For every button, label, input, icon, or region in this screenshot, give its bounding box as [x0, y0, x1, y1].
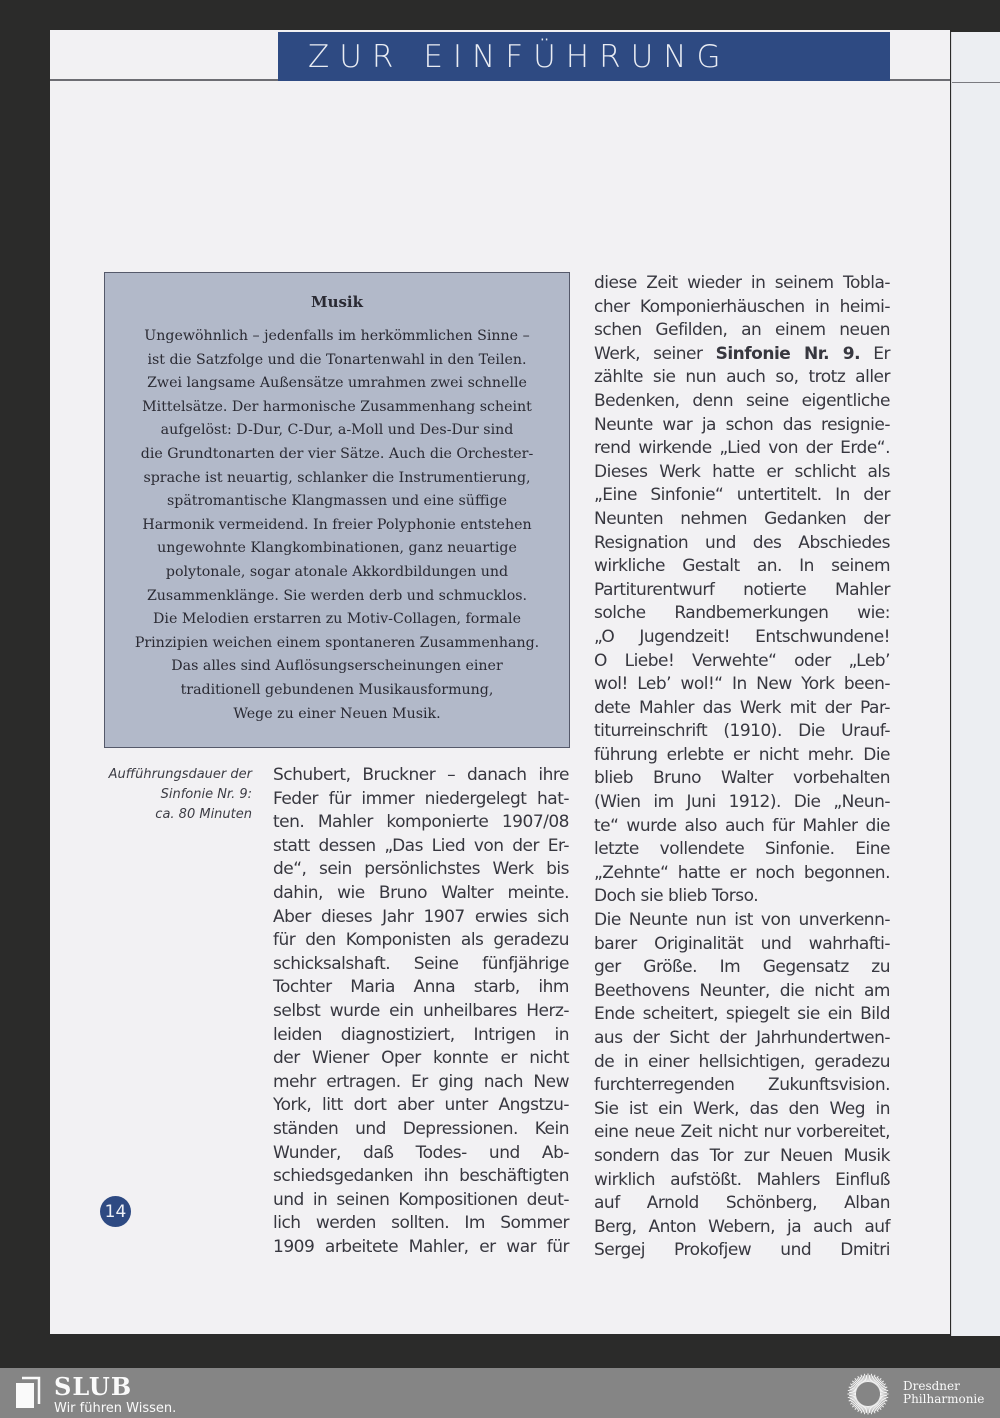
text-line: ten. Mahler komponierte 1907/08 [273, 812, 569, 833]
text-line: Schubert, Bruckner – danach ihre [273, 765, 569, 785]
text-line: 1909 arbeitete Mahler, er war für [273, 1236, 569, 1257]
text-line: schicksalshaft. Seine fünfjährige [273, 953, 569, 974]
text-line: Bedenken, denn seine eigentliche [594, 390, 890, 411]
page-number-badge [100, 1196, 131, 1227]
text-span: Er [860, 343, 890, 364]
text-line: polytonale, sogar atonale Akkordbildungen und [165, 563, 509, 580]
text-line: ständen und Depressionen. Kein [273, 1118, 569, 1139]
text-line: „Zehnte“ hatte er noch begonnen. [594, 862, 890, 883]
text-line: Zwei langsame Außensätze umrahmen zwei schnelle [147, 375, 527, 392]
text-line: Prinzipien weichen einem spontaneren Zusammenhang. [134, 634, 540, 651]
text-line: Harmonik vermeidend. In freier Polyphonie entstehen [142, 516, 532, 533]
text-line: Sie ist ein Werk, das den Weg in [594, 1098, 890, 1119]
text-line [594, 343, 890, 367]
text-line: Sergej Prokofjew und Dmitri [594, 1240, 890, 1261]
page-number: 14 [104, 1201, 127, 1222]
text-line: Neunten nehmen Gedanken der [594, 508, 890, 529]
text-line: de“, sein persönlichstes Werk bis [273, 859, 569, 880]
text-line: ungewohnte Klangkombinationen, ganz neuartige [157, 540, 517, 557]
text-line: Mittelsätze. Der harmonische Zusammenhang scheint [142, 398, 532, 415]
text-line: Berg, Anton Webern, ja auch auf [594, 1216, 890, 1237]
slub-tagline: Wir führen Wissen. [54, 1401, 177, 1416]
text-line: „Eine Sinfonie“ untertitelt. In der [594, 485, 890, 506]
sidenote-line: Aufführungsdauer der [108, 767, 252, 782]
text-line: schen Gefilden, an einem neuen [594, 320, 890, 341]
next-page-header-rule [952, 82, 1000, 83]
text-line: eine neue Zeit nicht nur vorbereitet, [594, 1122, 890, 1143]
text-line: furchterregenden Zukunftsvision. [594, 1075, 890, 1096]
text-line: aus der Sicht der Jahrhundertwen- [594, 1028, 890, 1048]
text-line: Ungewöhnlich – jedenfalls im herkömmlichen Sinne – [144, 328, 530, 344]
text-line: Neunte war ja schon das resignie- [594, 414, 890, 435]
text-line: wirklich aufstößt. Mahlers Einfluß [594, 1169, 890, 1190]
sun-ray [869, 1406, 870, 1413]
text-line: für den Komponisten als geradezu [273, 930, 569, 951]
text-line: Ende scheitert, spiegelt sie ein Bild [594, 1004, 890, 1025]
text-line: wirkliche Gestalt an. In seinem [594, 556, 890, 577]
text-line: diese Zeit wieder in seinem Tobla- [594, 273, 890, 293]
sidenote-line: ca. 80 Minuten [155, 807, 252, 822]
partner-logo-text [903, 1380, 984, 1406]
sun-ray [880, 1392, 887, 1393]
sun-ray [866, 1406, 867, 1413]
footer-bar [0, 1368, 1000, 1418]
text-line: leiden diagnostiziert, Intrigen in [273, 1024, 569, 1045]
text-line: Wege zu einer Neuen Musik. [233, 705, 441, 722]
sun-ray [849, 1392, 856, 1393]
text-line: de in einer hellsichtigen, geradezu [594, 1051, 890, 1072]
dresdner-philharmonie-sun-icon [842, 1373, 894, 1415]
text-line: dete Mahler das Werk mit der Par- [594, 697, 890, 718]
text-line: statt dessen „Das Lied von der Er- [273, 835, 569, 856]
sun-ray [866, 1375, 867, 1382]
text-line: ger Größe. Im Gegensatz zu [594, 957, 890, 978]
text-line: (Wien im Juni 1912). Die „Neun- [594, 792, 890, 813]
section-header [278, 32, 890, 81]
text-line: lich werden sollten. Im Sommer [273, 1213, 569, 1234]
text-span: Werk, seiner [594, 343, 716, 364]
text-line: aufgelöst: D-Dur, C-Dur, a-Moll und Des-Dur sind [160, 422, 514, 439]
text-line: York, litt dort aber unter Angstzu- [273, 1095, 569, 1116]
text-line: Beethovens Neunter, die nicht am [594, 980, 890, 1001]
text-line: traditionell gebundenen Musikausformung, [180, 681, 494, 698]
text-line: Aber dieses Jahr 1907 erwies sich [273, 906, 569, 927]
text-line: Doch sie blieb Torso. [594, 886, 759, 907]
text-line: letzte vollendete Sinfonie. Eine [594, 839, 890, 860]
info-box-title: Musik [310, 293, 364, 311]
text-line: Die Neunte nun ist von unverkenn- [594, 910, 890, 931]
text-line: blieb Bruno Walter vorbehalten [594, 768, 890, 789]
text-line: titurreinschrift (1910). Die Urauf- [594, 721, 890, 742]
partner-line: Philharmonie [903, 1392, 985, 1406]
text-line: te“ wurde also auch für Mahler die [594, 815, 890, 836]
text-line: schiedsgedanken ihn beschäftigten [273, 1166, 569, 1187]
text-line: „O Jugendzeit! Entschwundene! [594, 626, 890, 647]
partner-line: Dresdner [903, 1379, 960, 1393]
text-line: Tochter Maria Anna starb, ihm [273, 977, 569, 998]
text-line: barer Originalität und wahrhafti- [594, 933, 890, 954]
next-page-edge [951, 32, 1000, 1336]
text-line: Zusammenklänge. Sie werden derb und schmucklos. [146, 587, 528, 604]
sun-ray [869, 1375, 870, 1382]
section-title: ZUR EINFÜHRUNG [308, 38, 731, 75]
text-line: dahin, wie Bruno Walter meinte. [273, 882, 569, 903]
text-line: Wunder, daß Todes- und Ab- [273, 1142, 569, 1163]
text-line: mehr ertragen. Er ging nach New [273, 1071, 569, 1092]
text-line: auf Arnold Schönberg, Alban [594, 1193, 890, 1214]
sun-ray [849, 1395, 856, 1396]
text-line: sondern das Tor zur Neuen Musik [594, 1145, 890, 1166]
text-line: der Wiener Oper konnte er nicht [273, 1048, 569, 1069]
text-column-right [594, 272, 890, 1263]
text-line: solche Randbemerkungen wie: [594, 603, 890, 624]
text-line: die Grundtonarten der vier Sätze. Auch die Orchester- [140, 445, 534, 462]
text-line: selbst wurde ein unheilbares Herz- [273, 1000, 569, 1021]
sidenote-line: Sinfonie Nr. 9: [160, 787, 252, 802]
info-box-body [105, 325, 569, 726]
text-line: Dieses Werk hatte er schlicht als [594, 461, 890, 482]
text-line: spätromantische Klangmassen und eine süffige [166, 493, 508, 510]
text-line: Partiturentwurf notierte Mahler [594, 579, 890, 600]
text-line: und in seinen Kompositionen deut- [273, 1189, 569, 1210]
text-line: ist die Satzfolge und die Tonartenwahl in den Teilen. [147, 351, 527, 368]
text-line: rend wirkende „Lied von der Erde“. [594, 438, 890, 459]
text-line: Feder für immer niedergelegt hat- [273, 788, 569, 809]
text-line: zählte sie nun auch so, trotz aller [594, 367, 890, 388]
text-line: wol! Leb’ wol!“ In New York been- [594, 674, 890, 695]
performance-duration-note [100, 765, 252, 825]
info-box-musik [104, 272, 570, 748]
slub-logo-text: SLUB [54, 1372, 133, 1401]
text-line: cher Komponierhäuschen in heimi- [594, 296, 890, 317]
slub-book-icon [14, 1376, 42, 1410]
symphony-title-bold: Sinfonie Nr. 9. [715, 343, 861, 364]
text-line: Das alles sind Auflösungserscheinungen einer [171, 658, 503, 675]
text-line: Die Melodien erstarren zu Motiv-Collagen, formale [153, 611, 521, 628]
text-column-middle [273, 764, 569, 1259]
sun-ray [880, 1395, 887, 1396]
text-column-right-rest [594, 366, 890, 1263]
text-line: O Liebe! Verwehte“ oder „Leb’ [594, 650, 890, 671]
text-line: führung erlebte er nicht mehr. Die [594, 744, 890, 765]
text-line: sprache ist neuartig, schlanker die Instrumentierung, [143, 469, 531, 486]
text-line: Resignation und des Abschiedes [594, 532, 890, 553]
